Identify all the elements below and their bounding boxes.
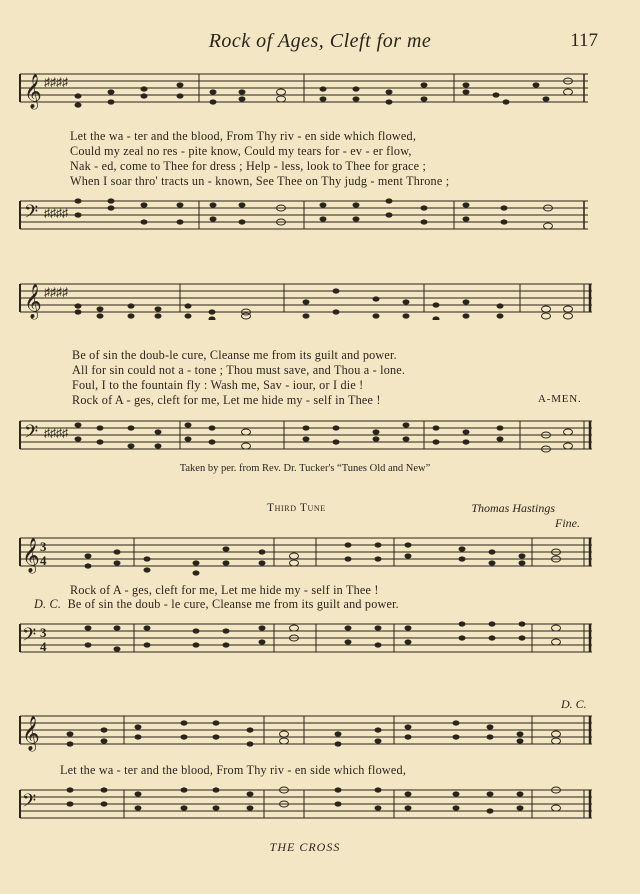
lyric-verse-4: When I soar thro' tracts un - known, See Thee on Thy judg - ment Throne ; [70, 174, 450, 188]
lyric-line-1: Let the wa - ter and the blood, From Thy riv - en side which flowed, [60, 763, 407, 777]
lyric-verse-2: All for sin could not a - tone ; Thou must save, and Thou a - lone. [72, 363, 406, 377]
bass-staff [16, 415, 596, 445]
svg-text:4: 4 [40, 639, 47, 654]
lyric-verse-3: Nak - ed, come to Thee for dress ; Help - less, look to Thee for grace ; [70, 159, 427, 173]
bass-staff [16, 618, 596, 654]
lyric-verse-2: Could my zeal no res - pite know, Could my tears for - ev - er flow, [70, 144, 412, 158]
tune3-system-1 [16, 528, 596, 678]
lyric-verse-4: Rock of A - ges, cleft for me, Let me hide my - self in Thee ! [72, 393, 381, 407]
source-credit: Taken by per. from Rev. Dr. Tucker's “Tunes Old and New” [179, 463, 431, 474]
svg-text:𝄞: 𝄞 [22, 717, 40, 750]
svg-text:♯♯♯♯: ♯♯♯♯ [44, 426, 68, 440]
lyric-verse-1: Be of sin the doub-le cure, Cleanse me from its guilt and power. [72, 348, 397, 362]
third-tune-label: Third Tune [267, 502, 326, 514]
treble-staff [16, 278, 596, 318]
dc-label: D. C. [34, 597, 62, 611]
fine-marking: Fine. [555, 516, 580, 530]
svg-text:3: 3 [40, 539, 47, 554]
svg-text:♯♯♯♯: ♯♯♯♯ [44, 75, 68, 89]
treble-staff [16, 710, 596, 750]
footer-section-title: THE CROSS [269, 840, 341, 854]
page-title: Rock of Ages, Cleft for me [208, 30, 432, 52]
svg-text:𝄢: 𝄢 [22, 790, 37, 815]
bass-staff [16, 195, 596, 225]
bass-staff [16, 784, 596, 814]
page-number: 117 [570, 30, 598, 51]
svg-text:𝄢: 𝄢 [24, 201, 39, 226]
composer-name: Thomas Hastings [471, 501, 555, 515]
dc-mark: D. C. [561, 697, 587, 711]
svg-text:𝄞: 𝄞 [22, 539, 40, 572]
tune3-system-2 [16, 706, 596, 836]
treble-staff [16, 532, 596, 572]
svg-text:♯♯♯♯: ♯♯♯♯ [44, 285, 68, 299]
lyric-line-1: Rock of A - ges, cleft for me, Let me hide my - self in Thee ! [70, 583, 379, 597]
svg-text:𝄞: 𝄞 [24, 285, 42, 318]
svg-text:4: 4 [40, 553, 47, 568]
svg-text:𝄢: 𝄢 [24, 421, 39, 446]
svg-text:𝄞: 𝄞 [24, 75, 42, 108]
svg-text:♯♯♯♯: ♯♯♯♯ [44, 206, 68, 220]
tune2-system-1 [16, 60, 596, 240]
lyric-verse-1: Let the wa - ter and the blood, From Thy riv - en side which flowed, [70, 129, 417, 143]
svg-text:3: 3 [40, 625, 47, 640]
amen-label: A-MEN. [538, 393, 582, 405]
svg-text:𝄢: 𝄢 [22, 624, 37, 649]
lyric-line-2: D. C. Be of sin the doub - le cure, Cleanse me from its guilt and power. [34, 597, 399, 611]
tune2-system-2 [16, 270, 596, 460]
lyric-verse-3: Foul, I to the fountain fly : Wash me, Sav - iour, or I die ! [72, 378, 364, 392]
treble-staff [16, 68, 596, 108]
